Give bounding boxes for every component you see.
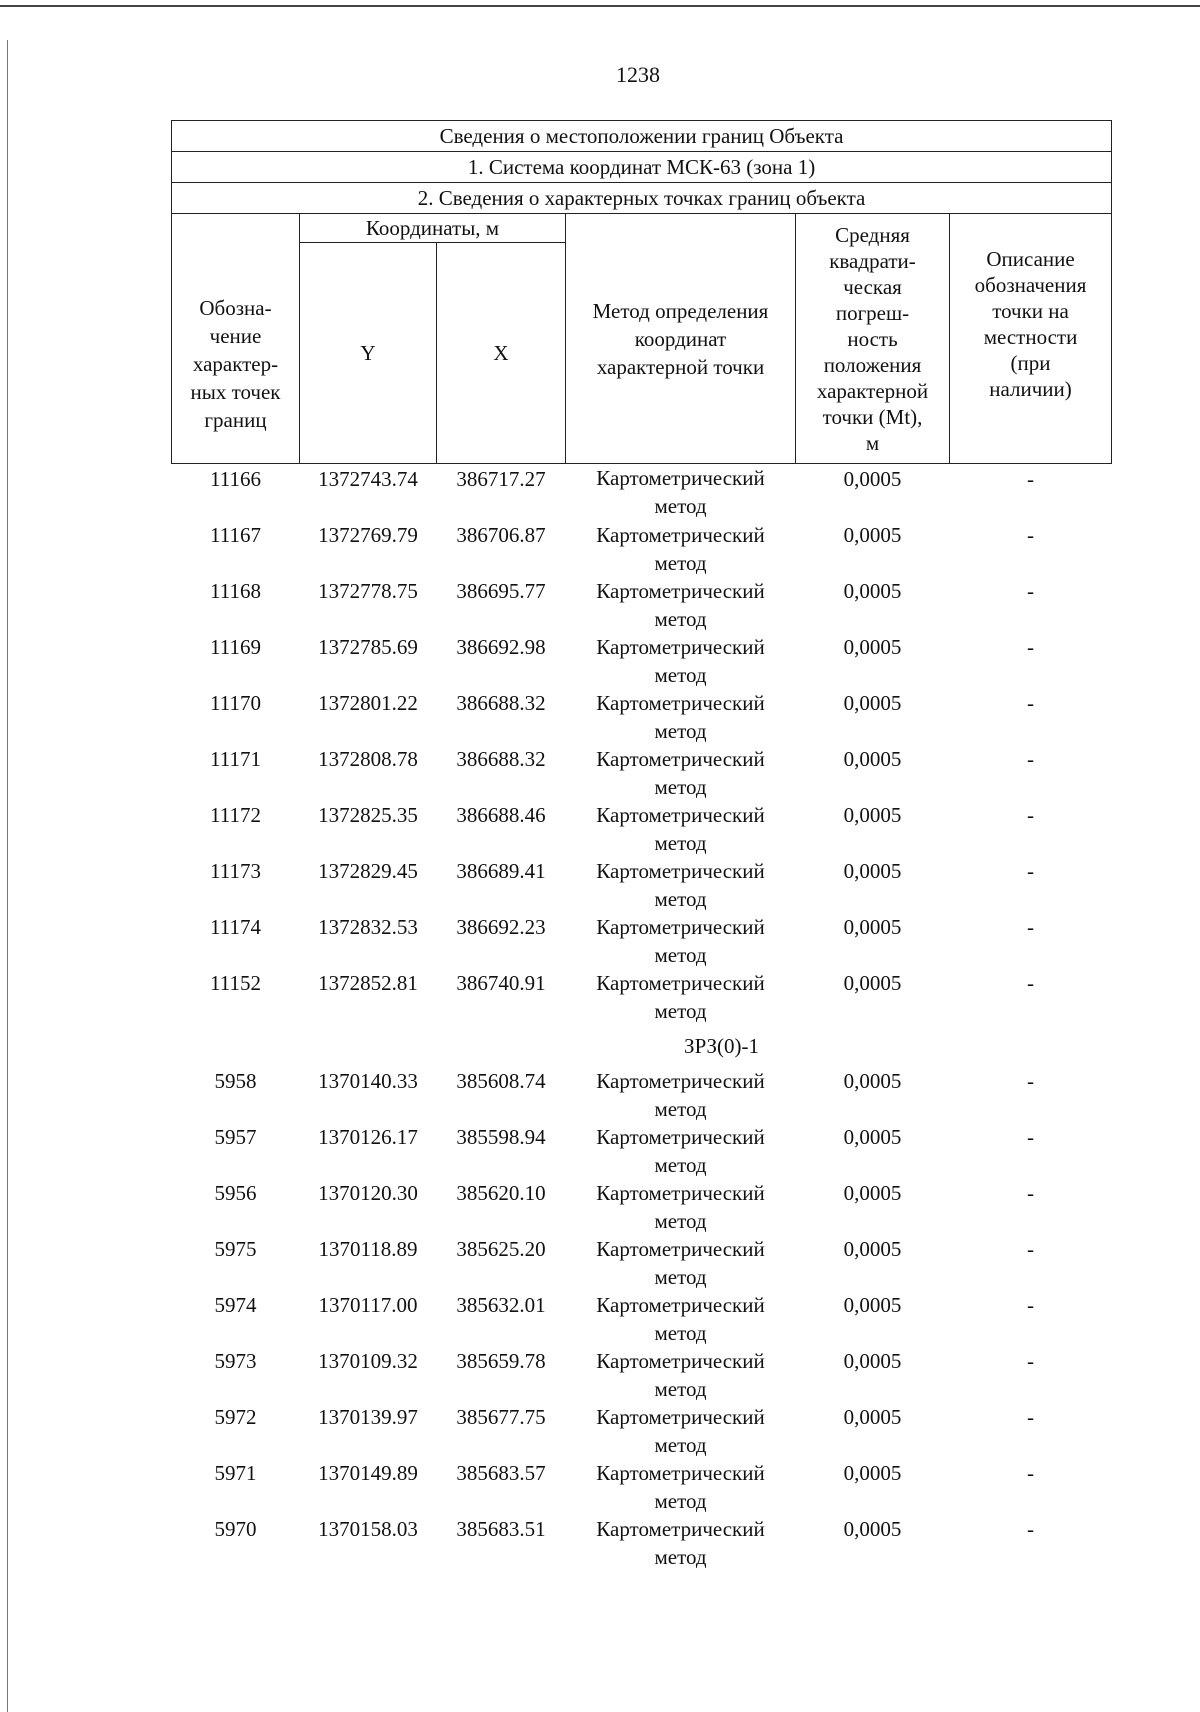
x-coordinate-cell: 386692.23 xyxy=(456,915,546,939)
description-cell: - xyxy=(1027,1349,1035,1373)
table-row xyxy=(172,1179,1112,1235)
error-cell: 0,0005 xyxy=(843,1293,902,1317)
description-cell: - xyxy=(1027,1517,1035,1541)
table-row xyxy=(172,633,1112,689)
y-coordinate-cell: 1372829.45 xyxy=(318,859,418,883)
point-number-cell: 5971 xyxy=(214,1461,257,1485)
description-cell: - xyxy=(1027,1069,1035,1093)
description-cell: - xyxy=(1027,747,1035,771)
table-row xyxy=(172,857,1112,913)
x-coordinate-cell: 386688.32 xyxy=(456,747,546,771)
table-row xyxy=(172,745,1112,801)
col-x-header: X xyxy=(437,243,566,464)
method-cell: Картометрический метод xyxy=(596,859,765,911)
table-row xyxy=(172,1123,1112,1179)
method-cell: Картометрический метод xyxy=(596,691,765,743)
point-number-cell: 5957 xyxy=(214,1125,257,1149)
method-cell: Картометрический метод xyxy=(596,1461,765,1513)
y-coordinate-cell: 1370120.30 xyxy=(318,1181,418,1205)
error-cell: 0,0005 xyxy=(843,635,902,659)
y-coordinate-cell: 1370117.00 xyxy=(318,1293,418,1317)
description-cell: - xyxy=(1027,1181,1035,1205)
method-cell: Картометрический метод xyxy=(596,915,765,967)
method-cell: Картометрический метод xyxy=(596,466,765,518)
y-coordinate-cell: 1370109.32 xyxy=(318,1349,418,1373)
table-header xyxy=(172,121,1112,464)
method-cell: Картометрический метод xyxy=(596,523,765,575)
table-row xyxy=(172,1347,1112,1403)
error-cell: 0,0005 xyxy=(843,971,902,995)
x-coordinate-cell: 386692.98 xyxy=(456,635,546,659)
method-cell: Картометрический метод xyxy=(596,1237,765,1289)
error-cell: 0,0005 xyxy=(843,1461,902,1485)
page-number: 1238 xyxy=(616,62,660,87)
table-row xyxy=(172,577,1112,633)
table-row xyxy=(172,464,1112,522)
table-title: Сведения о местоположении границ Объекта xyxy=(172,121,1112,152)
method-cell: Картометрический метод xyxy=(596,1405,765,1457)
description-cell: - xyxy=(1027,1293,1035,1317)
point-number-cell: 5972 xyxy=(214,1405,257,1429)
description-cell: - xyxy=(1027,915,1035,939)
y-coordinate-cell: 1370126.17 xyxy=(318,1125,418,1149)
x-coordinate-cell: 385683.51 xyxy=(456,1517,546,1541)
point-number-cell: 5973 xyxy=(214,1349,257,1373)
description-cell: - xyxy=(1027,467,1035,491)
x-coordinate-cell: 385632.01 xyxy=(456,1293,546,1317)
x-coordinate-cell: 386688.32 xyxy=(456,691,546,715)
y-coordinate-cell: 1372852.81 xyxy=(318,971,418,995)
table-row xyxy=(172,801,1112,857)
point-number-cell: 5956 xyxy=(214,1181,257,1205)
point-number-cell: 5970 xyxy=(214,1517,257,1541)
coordinates-table xyxy=(171,120,1112,1571)
description-cell: - xyxy=(1027,859,1035,883)
error-cell: 0,0005 xyxy=(843,1237,902,1261)
y-coordinate-cell: 1370140.33 xyxy=(318,1069,418,1093)
point-number-cell: 11173 xyxy=(210,859,261,883)
section-row xyxy=(172,1025,1112,1067)
method-cell: Картометрический метод xyxy=(596,635,765,687)
method-cell: Картометрический метод xyxy=(596,1125,765,1177)
description-cell: - xyxy=(1027,579,1035,603)
x-coordinate-cell: 386717.27 xyxy=(456,467,546,491)
description-cell: - xyxy=(1027,1125,1035,1149)
method-cell: Картометрический метод xyxy=(596,747,765,799)
description-cell: - xyxy=(1027,523,1035,547)
error-cell: 0,0005 xyxy=(843,1405,902,1429)
description-cell: - xyxy=(1027,691,1035,715)
method-cell: Картометрический метод xyxy=(596,971,765,1023)
method-cell: Картометрический метод xyxy=(596,579,765,631)
description-cell: - xyxy=(1027,971,1035,995)
error-cell: 0,0005 xyxy=(843,1517,902,1541)
point-number-cell: 11169 xyxy=(210,635,261,659)
x-coordinate-cell: 386695.77 xyxy=(456,579,546,603)
method-cell: Картометрический метод xyxy=(596,1069,765,1121)
table-row xyxy=(172,1235,1112,1291)
col-coordinates-header: Координаты, м xyxy=(300,214,566,243)
method-cell: Картометрический метод xyxy=(596,1293,765,1345)
y-coordinate-cell: 1372801.22 xyxy=(318,691,418,715)
error-cell: 0,0005 xyxy=(843,523,902,547)
table-row xyxy=(172,1515,1112,1571)
point-number-cell: 5975 xyxy=(214,1237,257,1261)
table-body xyxy=(172,464,1112,1572)
y-coordinate-cell: 1372825.35 xyxy=(318,803,418,827)
table-row xyxy=(172,1291,1112,1347)
method-cell: Картометрический метод xyxy=(596,1517,765,1569)
x-coordinate-cell: 385598.94 xyxy=(456,1125,546,1149)
description-cell: - xyxy=(1027,803,1035,827)
point-number-cell: 5974 xyxy=(214,1293,257,1317)
y-coordinate-cell: 1372785.69 xyxy=(318,635,418,659)
point-number-cell: 11171 xyxy=(210,747,261,771)
scan-top-border xyxy=(0,5,1200,7)
point-number-cell: 11166 xyxy=(210,467,261,491)
y-coordinate-cell: 1372743.74 xyxy=(318,467,418,491)
x-coordinate-cell: 386688.46 xyxy=(456,803,546,827)
description-cell: - xyxy=(1027,1461,1035,1485)
point-number-cell: 11170 xyxy=(210,691,261,715)
error-cell: 0,0005 xyxy=(843,1125,902,1149)
description-cell: - xyxy=(1027,1237,1035,1261)
error-cell: 0,0005 xyxy=(843,579,902,603)
description-cell: - xyxy=(1027,1405,1035,1429)
table-row xyxy=(172,913,1112,969)
x-coordinate-cell: 386706.87 xyxy=(456,523,546,547)
point-number-cell: 11174 xyxy=(210,915,261,939)
y-coordinate-cell: 1372778.75 xyxy=(318,579,418,603)
section-label: ЗРЗ(0)-1 xyxy=(684,1034,760,1058)
col-designation-header: Обозна- чение характер- ных точек границ xyxy=(172,214,300,464)
method-cell: Картометрический метод xyxy=(596,1181,765,1233)
table-row xyxy=(172,1403,1112,1459)
table-row xyxy=(172,521,1112,577)
x-coordinate-cell: 385683.57 xyxy=(456,1461,546,1485)
y-coordinate-cell: 1370139.97 xyxy=(318,1405,418,1429)
table-row xyxy=(172,689,1112,745)
table-row xyxy=(172,969,1112,1025)
point-number-cell: 5958 xyxy=(214,1069,257,1093)
x-coordinate-cell: 386740.91 xyxy=(456,971,546,995)
x-coordinate-cell: 386689.41 xyxy=(456,859,546,883)
description-cell: - xyxy=(1027,635,1035,659)
col-method-header: Метод определения координат характерной точки xyxy=(566,214,796,464)
error-cell: 0,0005 xyxy=(843,1349,902,1373)
scan-left-border xyxy=(7,40,8,1712)
error-cell: 0,0005 xyxy=(843,467,902,491)
method-cell: Картометрический метод xyxy=(596,1349,765,1401)
error-cell: 0,0005 xyxy=(843,915,902,939)
y-coordinate-cell: 1370118.89 xyxy=(318,1237,418,1261)
error-cell: 0,0005 xyxy=(843,747,902,771)
coordinates-table-wrapper xyxy=(171,120,1111,1571)
x-coordinate-cell: 385659.78 xyxy=(456,1349,546,1373)
error-cell: 0,0005 xyxy=(843,803,902,827)
point-number-cell: 11152 xyxy=(210,971,261,995)
error-cell: 0,0005 xyxy=(843,1069,902,1093)
x-coordinate-cell: 385608.74 xyxy=(456,1069,546,1093)
y-coordinate-cell: 1372832.53 xyxy=(318,915,418,939)
col-description-header: Описание обозначения точки на местности (при наличии) xyxy=(950,214,1112,464)
table-row xyxy=(172,1459,1112,1515)
point-number-cell: 11167 xyxy=(210,523,261,547)
y-coordinate-cell: 1370149.89 xyxy=(318,1461,418,1485)
col-error-header: Средняя квадрати- ческая погреш- ность положения характерной точки (Mt), м xyxy=(796,214,950,464)
col-y-header: Y xyxy=(300,243,437,464)
y-coordinate-cell: 1372808.78 xyxy=(318,747,418,771)
x-coordinate-cell: 385677.75 xyxy=(456,1405,546,1429)
error-cell: 0,0005 xyxy=(843,691,902,715)
points-section-title: 2. Сведения о характерных точках границ объекта xyxy=(172,183,1112,214)
error-cell: 0,0005 xyxy=(843,1181,902,1205)
point-number-cell: 11172 xyxy=(210,803,261,827)
table-row xyxy=(172,1067,1112,1123)
error-cell: 0,0005 xyxy=(843,859,902,883)
x-coordinate-cell: 385625.20 xyxy=(456,1237,546,1261)
x-coordinate-cell: 385620.10 xyxy=(456,1181,546,1205)
point-number-cell: 11168 xyxy=(210,579,261,603)
method-cell: Картометрический метод xyxy=(596,803,765,855)
coordinate-system-title: 1. Система координат МСК-63 (зона 1) xyxy=(172,152,1112,183)
y-coordinate-cell: 1370158.03 xyxy=(318,1517,418,1541)
y-coordinate-cell: 1372769.79 xyxy=(318,523,418,547)
